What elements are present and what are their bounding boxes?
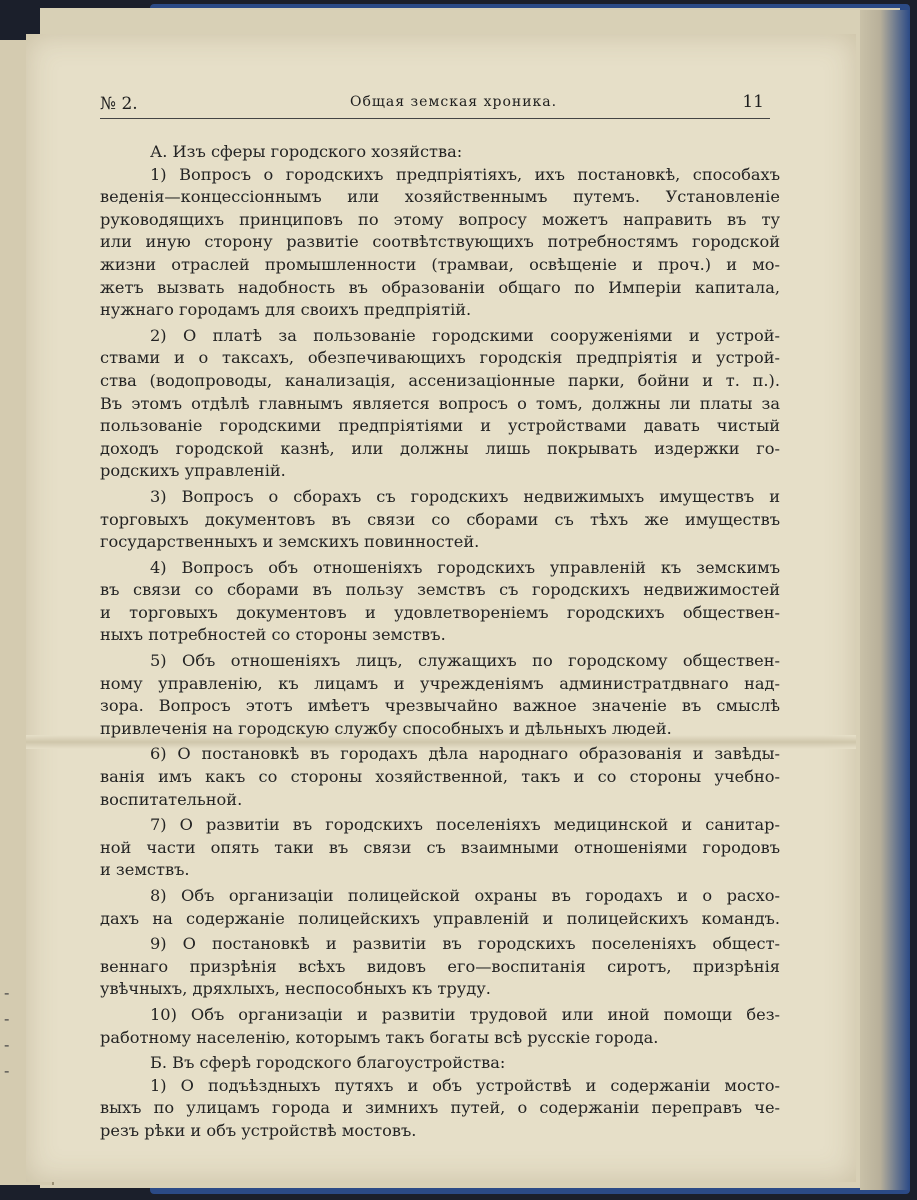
text-line: ства (водопроводы, канализація, ассенизаціонные парки, бойни и т. п.).: [100, 370, 780, 390]
text-line: увѣчныхъ, дряхлыхъ, неспособныхъ къ труду.: [100, 979, 491, 999]
text-line: пользованіе городскими предпріятіями и устройствами давать чистый: [100, 416, 780, 436]
text-line: и земствъ.: [100, 860, 190, 880]
text-line: жетъ вызвать надобность въ образованіи общаго по Имперіи капитала,: [100, 277, 780, 297]
running-header: [100, 90, 770, 119]
text-line: 9) О постановкѣ и развитіи въ городскихъ поселеніяхъ общест-: [150, 934, 780, 954]
text-line: нужнаго городамъ для своихъ предпріятій.: [100, 300, 472, 320]
section-heading: А. Изъ сферы городского хозяйства:: [150, 142, 463, 161]
text-line: ванія имъ какъ со стороны хозяйственной, такъ и со стороны учебно-: [100, 767, 780, 787]
issue-number: № 2.: [100, 94, 138, 114]
text-line: въ связи со сборами въ пользу земствъ съ городскихъ недвижимостей: [100, 580, 780, 600]
text-line: выхъ по улицамъ города и зимнихъ путей, о содержаніи переправъ че-: [100, 1098, 780, 1118]
text-line: привлеченія на городскую службу способныхъ и дѣльныхъ людей.: [100, 718, 672, 738]
text-line: 10) Объ организаціи и развитіи трудовой или иной помощи без-: [150, 1004, 780, 1024]
text-line: торговыхъ документовъ въ связи со сборами съ тѣхъ же имуществъ: [100, 509, 780, 529]
running-title: Общая земская хроника.: [350, 94, 558, 110]
text-line: родскихъ управленій.: [100, 461, 286, 481]
text-line: зора. Вопросъ этотъ имѣетъ чрезвычайно важное значеніе въ смыслѣ: [100, 696, 780, 716]
text-line: работному населенію, которымъ такъ богаты всѣ русскіе города.: [100, 1027, 659, 1047]
text-line: ной части опять таки въ связи съ взаимными отношеніями городовъ: [100, 837, 780, 857]
text-line: дахъ на содержаніе полицейскихъ управленій и полицейскихъ командъ.: [100, 908, 780, 928]
text-line: ному управленію, къ лицамъ и учрежденіямъ администратдвнаго над-: [100, 673, 780, 693]
text-line: и торговыхъ документовъ и удовлетвореніемъ городскихъ обществен-: [100, 602, 780, 622]
text-line: резъ рѣки и объ устройствѣ мостовъ.: [100, 1120, 417, 1140]
text-line: 4) Вопросъ объ отношеніяхъ городскихъ управленій къ земскимъ: [150, 557, 780, 577]
page-edges: [860, 10, 910, 1190]
text-line: веденія—концессіоннымъ или хозяйственнымъ путемъ. Установленіе: [100, 187, 780, 207]
text-line: воспитательной.: [100, 789, 243, 809]
left-page-marks: - - - -: [4, 983, 10, 1080]
text-line: или иную сторону развитіе соотвѣтствующихъ потребностямъ городской: [100, 232, 780, 252]
text-line: 1) Вопросъ о городскихъ предпріятіяхъ, ихъ постановкѣ, способахъ: [150, 164, 780, 184]
page-number: 11: [742, 92, 764, 112]
section-heading: Б. Въ сферѣ городского благоустройства:: [150, 1053, 506, 1073]
text-line: государственныхъ и земскихъ повинностей.: [100, 532, 480, 552]
text-line: ствами и о таксахъ, обезпечивающихъ городскія предпріятія и устрой-: [100, 348, 780, 368]
text-line: 3) Вопросъ о сборахъ съ городскихъ недвижимыхъ имуществъ и: [150, 486, 780, 506]
text-line: Въ этомъ отдѣлѣ главнымъ является вопросъ о томъ, должны ли платы за: [100, 393, 780, 413]
text-line: доходъ городской казнѣ, или должны лишь покрывать издержки го-: [100, 438, 780, 458]
text-line: 1) О подъѣздныхъ путяхъ и объ устройствѣ и содержаніи мосто-: [150, 1075, 780, 1095]
text-line: 2) О платѣ за пользованіе городскими сооруженіями и устрой-: [150, 325, 780, 345]
body-text: [100, 141, 780, 1143]
text-line: 5) Объ отношеніяхъ лицъ, служащихъ по городскому обществен-: [150, 651, 780, 671]
text-line: жизни отраслей промышленности (трамваи, освѣщеніе и проч.) и мо-: [100, 254, 780, 274]
text-line: веннаго призрѣнія всѣхъ видовъ его—воспитанія сиротъ, призрѣнія: [100, 956, 780, 976]
text-line: 8) Объ организаціи полицейской охраны въ городахъ и о расхо-: [150, 886, 780, 905]
text-line: ныхъ потребностей со стороны земствъ.: [100, 625, 446, 645]
text-line: 7) О развитіи въ городскихъ поселеніяхъ медицинской и санитар-: [150, 815, 780, 835]
text-line: 6) О постановкѣ въ городахъ дѣла народнаго образованія и завѣды-: [150, 744, 780, 764]
text-line: руководящихъ принциповъ по этому вопросу можетъ направить въ ту: [100, 209, 780, 229]
